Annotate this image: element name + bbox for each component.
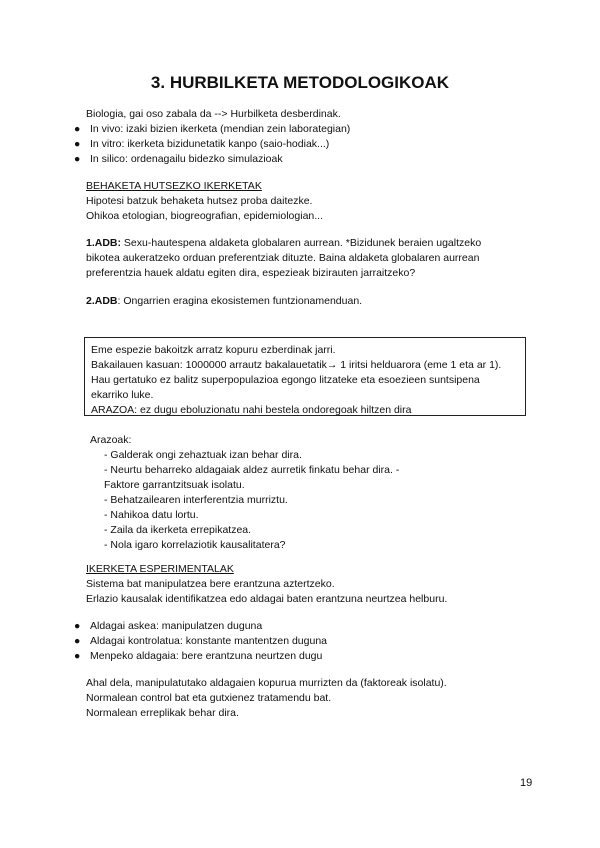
list-item: - Nahikoa datu lortu. — [104, 509, 199, 521]
bullet-icon: ● — [74, 153, 81, 165]
paragraph-line: preferentzia hauek aldatu egiten dira, espezieak bizirauten jarraitzeko? — [86, 267, 416, 279]
box-line: ARAZOA: ez dugu eboluzionatu nahi bestela ondoregoak hiltzen dira — [91, 404, 412, 416]
list-item: ● Aldagai askea: manipulatzen duguna — [74, 620, 263, 632]
arazoak-heading-wrap — [90, 433, 530, 448]
intro-text: Biologia, gai oso zabala da --> Hurbilketa desberdinak. — [86, 108, 341, 120]
bullet-icon: ● — [74, 650, 81, 662]
box-line: Hau gertatuko ez balitz superpopulazioa egongo litzateke eta esoezieen suntsipena — [91, 374, 480, 386]
paragraph-line: Ahal dela, manipulatutako aldagaien kopurua murrizten da (faktoreak isolatu). — [86, 677, 447, 689]
section-heading: BEHAKETA HUTSEZKO IKERKETAK — [86, 180, 262, 192]
page-number: 19 — [520, 777, 533, 789]
list-item: ● In silico: ordenagailu bidezko simulazioak — [74, 153, 283, 165]
paragraph-line: bikotea aukeratzeko orduan preferentziak dituzte. Baina aldaketa globalaren aurrean — [86, 252, 480, 264]
intro-line — [86, 107, 526, 122]
bullet-icon: ● — [74, 620, 81, 632]
example-1 — [86, 236, 526, 281]
bullet-icon: ● — [74, 138, 81, 150]
list-item: - Nola igaro korrelaziotik kausalitatera? — [104, 539, 286, 551]
list-item: ● In vivo: izaki bizien ikerketa (mendian zein laborategian) — [74, 123, 351, 135]
box-line: Eme espezie bakoitzk arratz kopuru ezberdinak jarri. — [91, 344, 336, 356]
behaketa-section — [86, 179, 526, 224]
box-line: ekarriko luke. — [91, 389, 154, 401]
list-item: ● Menpeko aldagaia: bere erantzuna neurtzen dugu — [74, 650, 323, 662]
bullet-icon: ● — [74, 635, 81, 647]
closing-section — [86, 676, 526, 721]
arazoak-list — [104, 448, 399, 553]
bullet-icon: ● — [74, 123, 81, 135]
box-line: Bakailauen kasuan: 1000000 arrautz bakalauetatik→ 1 iritsi helduarora (eme 1 eta ar 1). — [91, 359, 502, 371]
paragraph-line: Normalean erreplikak behar dira. — [86, 707, 239, 719]
paragraph-line: Erlazio kausalak identifikatzea edo aldagai baten erantzuna neurtzea helburu. — [86, 593, 448, 605]
example-label: 1.ADB: — [86, 237, 122, 249]
arazoak-heading: Arazoak: — [90, 434, 132, 446]
example-2 — [86, 294, 526, 309]
variable-bullet-list — [72, 619, 327, 664]
section-heading: IKERKETA ESPERIMENTALAK — [86, 563, 234, 575]
esperimentalak-section — [86, 562, 526, 607]
list-item: - Galderak ongi zehaztuak izan behar dira. — [104, 449, 302, 461]
method-bullet-list — [72, 122, 350, 167]
page-title: 3. HURBILKETA METODOLOGIKOAK — [150, 73, 450, 92]
list-item: - Behatzailearen interferentzia murriztu. — [104, 494, 288, 506]
paragraph-line: Ohikoa etologian, biogreografian, epidemiologian... — [86, 210, 323, 222]
paragraph-line: Hipotesi batzuk behaketa hutsez proba daitezke. — [86, 195, 313, 207]
list-item: ● Aldagai kontrolatua: konstante mantentzen duguna — [74, 635, 328, 647]
paragraph-line: Sexu-hautespena aldaketa globalaren aurrean. *Bizidunek beraien ugaltzeko — [121, 237, 482, 249]
list-item: - Neurtu beharreko aldagaiak aldez aurretik finkatu behar dira. - — [104, 464, 400, 476]
paragraph-line: Normalean control bat eta gutxienez tratamendu bat. — [86, 692, 332, 704]
list-item: ● In vitro: ikerketa bizidunetatik kanpo (saio-hodiak...) — [74, 138, 330, 150]
list-item: Faktore garrantzitsuak isolatu. — [104, 479, 245, 491]
example-label: 2.ADB — [86, 295, 118, 307]
paragraph-line: : Ongarrien eragina ekosistemen funtzionamenduan. — [117, 295, 363, 307]
paragraph-line: Sistema bat manipulatzea bere erantzuna aztertzeko. — [86, 578, 335, 590]
list-item: - Zaila da ikerketa errepikatzea. — [104, 524, 252, 536]
boxed-note — [84, 337, 526, 416]
